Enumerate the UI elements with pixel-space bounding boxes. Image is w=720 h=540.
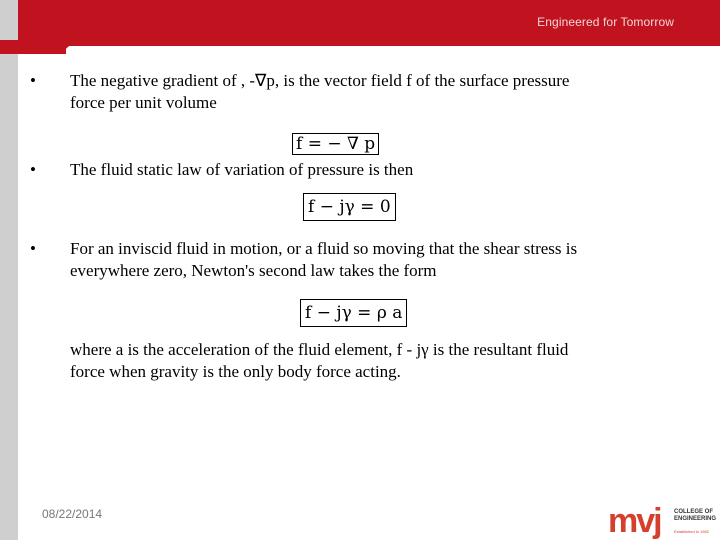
paragraph-line: where a is the acceleration of the fluid element, f - jγ is the resultant fluid <box>70 340 569 359</box>
bullet-marker: • <box>30 239 36 258</box>
paragraph-explanation <box>70 339 680 383</box>
bullet-marker: • <box>30 71 36 90</box>
logo-line: ENGINEERING <box>674 516 717 522</box>
logo-line: COLLEGE OF <box>674 509 713 515</box>
formula-newton-law: f − jγ = ρ a <box>300 299 407 327</box>
paragraph-line: everywhere zero, Newton's second law takes the form <box>70 261 437 280</box>
formula-static-law: f − jγ = 0 <box>303 193 396 221</box>
paragraph-gradient <box>70 70 680 114</box>
logo-subtitle: Established in 1982 <box>674 529 709 534</box>
slide-date: 08/22/2014 <box>42 507 103 521</box>
left-decorative-strip <box>0 0 18 540</box>
logo-text <box>674 509 716 523</box>
paragraph-line: For an inviscid fluid in motion, or a fluid so moving that the shear stress is <box>70 239 578 258</box>
banner-tab-corner <box>60 40 76 54</box>
banner-tab <box>0 40 66 54</box>
college-logo <box>608 504 720 540</box>
header-tagline: Engineered for Tomorrow <box>537 15 674 29</box>
paragraph-line: force per unit volume <box>70 93 217 112</box>
formula-surface-force: f = − ∇ p <box>292 133 379 155</box>
paragraph-line: The negative gradient of , -∇p, is the vector field f of the surface pressure <box>70 71 570 90</box>
paragraph-line: force when gravity is the only body force acting. <box>70 362 401 381</box>
logo-mark: mvj <box>608 502 661 540</box>
header-banner <box>18 0 720 46</box>
bullet-marker: • <box>30 160 36 179</box>
paragraph-static-law: The fluid static law of variation of pressure is then <box>70 160 414 179</box>
paragraph-inviscid <box>70 238 680 282</box>
